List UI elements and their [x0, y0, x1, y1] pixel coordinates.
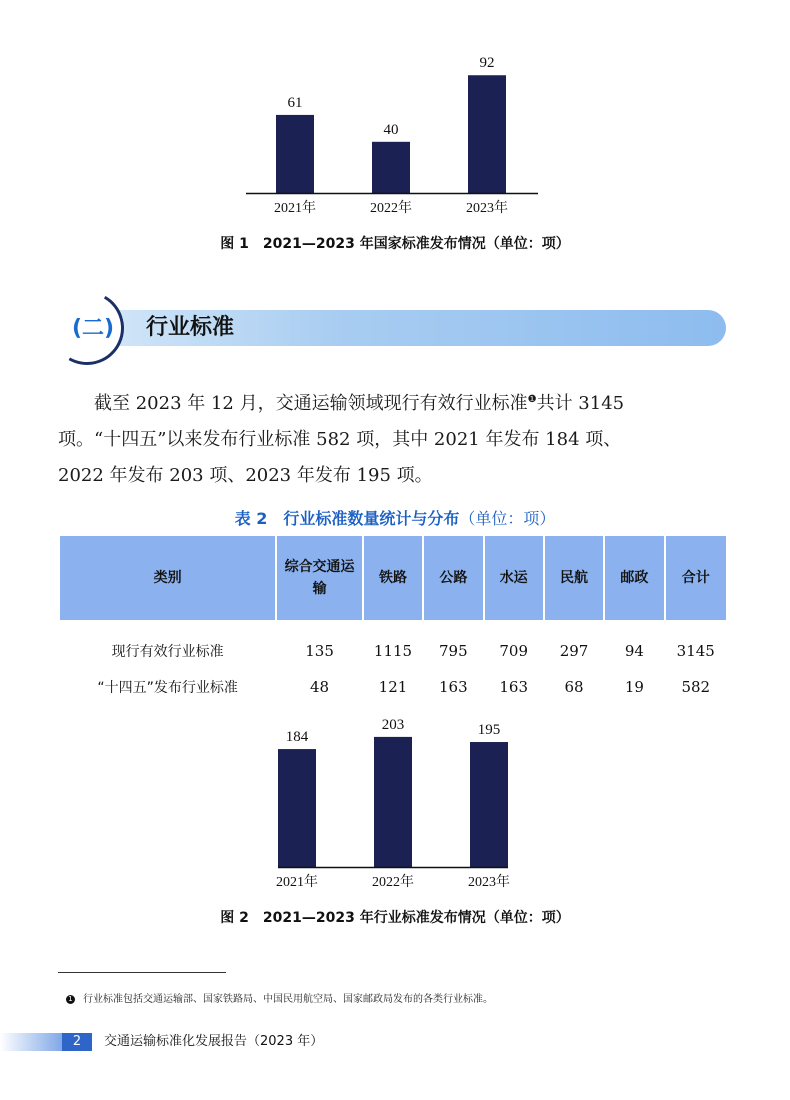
cell: 3145 [676, 642, 715, 660]
row-label: “十四五”发布行业标准 [97, 680, 238, 696]
bar-2 [470, 742, 508, 867]
col-header-highway: 公路 [424, 536, 482, 620]
paragraph-line-2: 项。“十四五”以来发布行业标准 582 项，其中 2021 年发布 184 项、 [58, 429, 622, 450]
col-header-postal: 邮政 [605, 536, 663, 620]
bar-0 [278, 749, 316, 867]
cell: 135 [305, 642, 334, 660]
cell: 163 [439, 678, 468, 696]
chart-industry-standards [240, 716, 550, 892]
cell: 795 [439, 642, 468, 660]
bar-value-label: 61 [287, 94, 303, 111]
col-header-category: 类别 [60, 536, 275, 620]
footnote-reference: ❶ [527, 394, 537, 405]
standards-table [58, 536, 728, 705]
paragraph-line-3: 2022 年发布 203 项、2023 年发布 195 项。 [58, 465, 433, 486]
section-title: 行业标准 [146, 315, 235, 340]
cell: 19 [624, 678, 644, 696]
col-header-waterway: 水运 [485, 536, 543, 620]
row-label: 现行有效行业标准 [111, 644, 224, 660]
category-label: 2021年 [274, 201, 316, 216]
cell: 709 [499, 642, 528, 660]
table-row [60, 669, 726, 705]
cell: 163 [499, 678, 528, 696]
bar-1 [374, 737, 412, 867]
category-label: 2023年 [468, 875, 510, 890]
footer-title: 交通运输标准化发展报告（2023 年） [104, 1034, 324, 1049]
table-title-text: 表 2 行业标准数量统计与分布 [234, 509, 460, 528]
footnote-text: 行业标准包括交通运输部、国家铁路局、中国民用航空局、国家邮政局发布的各类行业标准。 [83, 994, 493, 1005]
footnote-rule [58, 972, 226, 973]
bar-0 [276, 115, 314, 193]
cell: 297 [559, 642, 589, 660]
figure-2-caption: 图 2 2021—2023 年行业标准发布情况（单位：项） [220, 910, 570, 926]
chart-national-standards [240, 40, 550, 220]
table-header-row [60, 536, 726, 620]
bar-value-label: 40 [383, 121, 399, 138]
paragraph-line-1 [58, 382, 738, 422]
bar-value-label: 92 [479, 55, 495, 72]
cell: 1115 [373, 642, 413, 660]
bar-2 [468, 75, 506, 193]
body-paragraph [58, 382, 738, 494]
footnote-marker: 1 [66, 995, 75, 1004]
cell: 121 [378, 678, 408, 696]
figure-1-caption: 图 1 2021—2023 年国家标准发布情况（单位：项） [220, 236, 570, 252]
col-header-integrated: 综合交通运输 [277, 536, 362, 620]
page-number: 2 [62, 1033, 92, 1051]
category-label: 2023年 [466, 201, 508, 216]
footnote [66, 990, 493, 1005]
col-header-railway: 铁路 [364, 536, 422, 620]
cell: 94 [624, 642, 644, 660]
category-label: 2021年 [276, 875, 318, 890]
bar-value-label: 203 [381, 716, 405, 733]
paragraph-line-1b: 共计 3145 [536, 393, 625, 414]
bar-value-label: 184 [285, 729, 309, 746]
paragraph-line-1a: 截至 2023 年 12 月，交通运输领域现行有效行业标准 [58, 393, 528, 414]
bar-1 [372, 142, 410, 193]
col-header-total: 合计 [666, 536, 726, 620]
table-title-unit: （单位：项） [459, 509, 556, 528]
cell: 582 [681, 678, 711, 696]
table-row [60, 620, 726, 669]
col-header-aviation: 民航 [545, 536, 603, 620]
category-label: 2022年 [372, 875, 414, 890]
category-label: 2022年 [370, 201, 412, 216]
cell: 68 [564, 678, 584, 696]
table-2-title [0, 506, 790, 529]
bar-value-label: 195 [477, 722, 501, 739]
section-number: (二) [71, 316, 115, 341]
cell: 48 [310, 678, 330, 696]
